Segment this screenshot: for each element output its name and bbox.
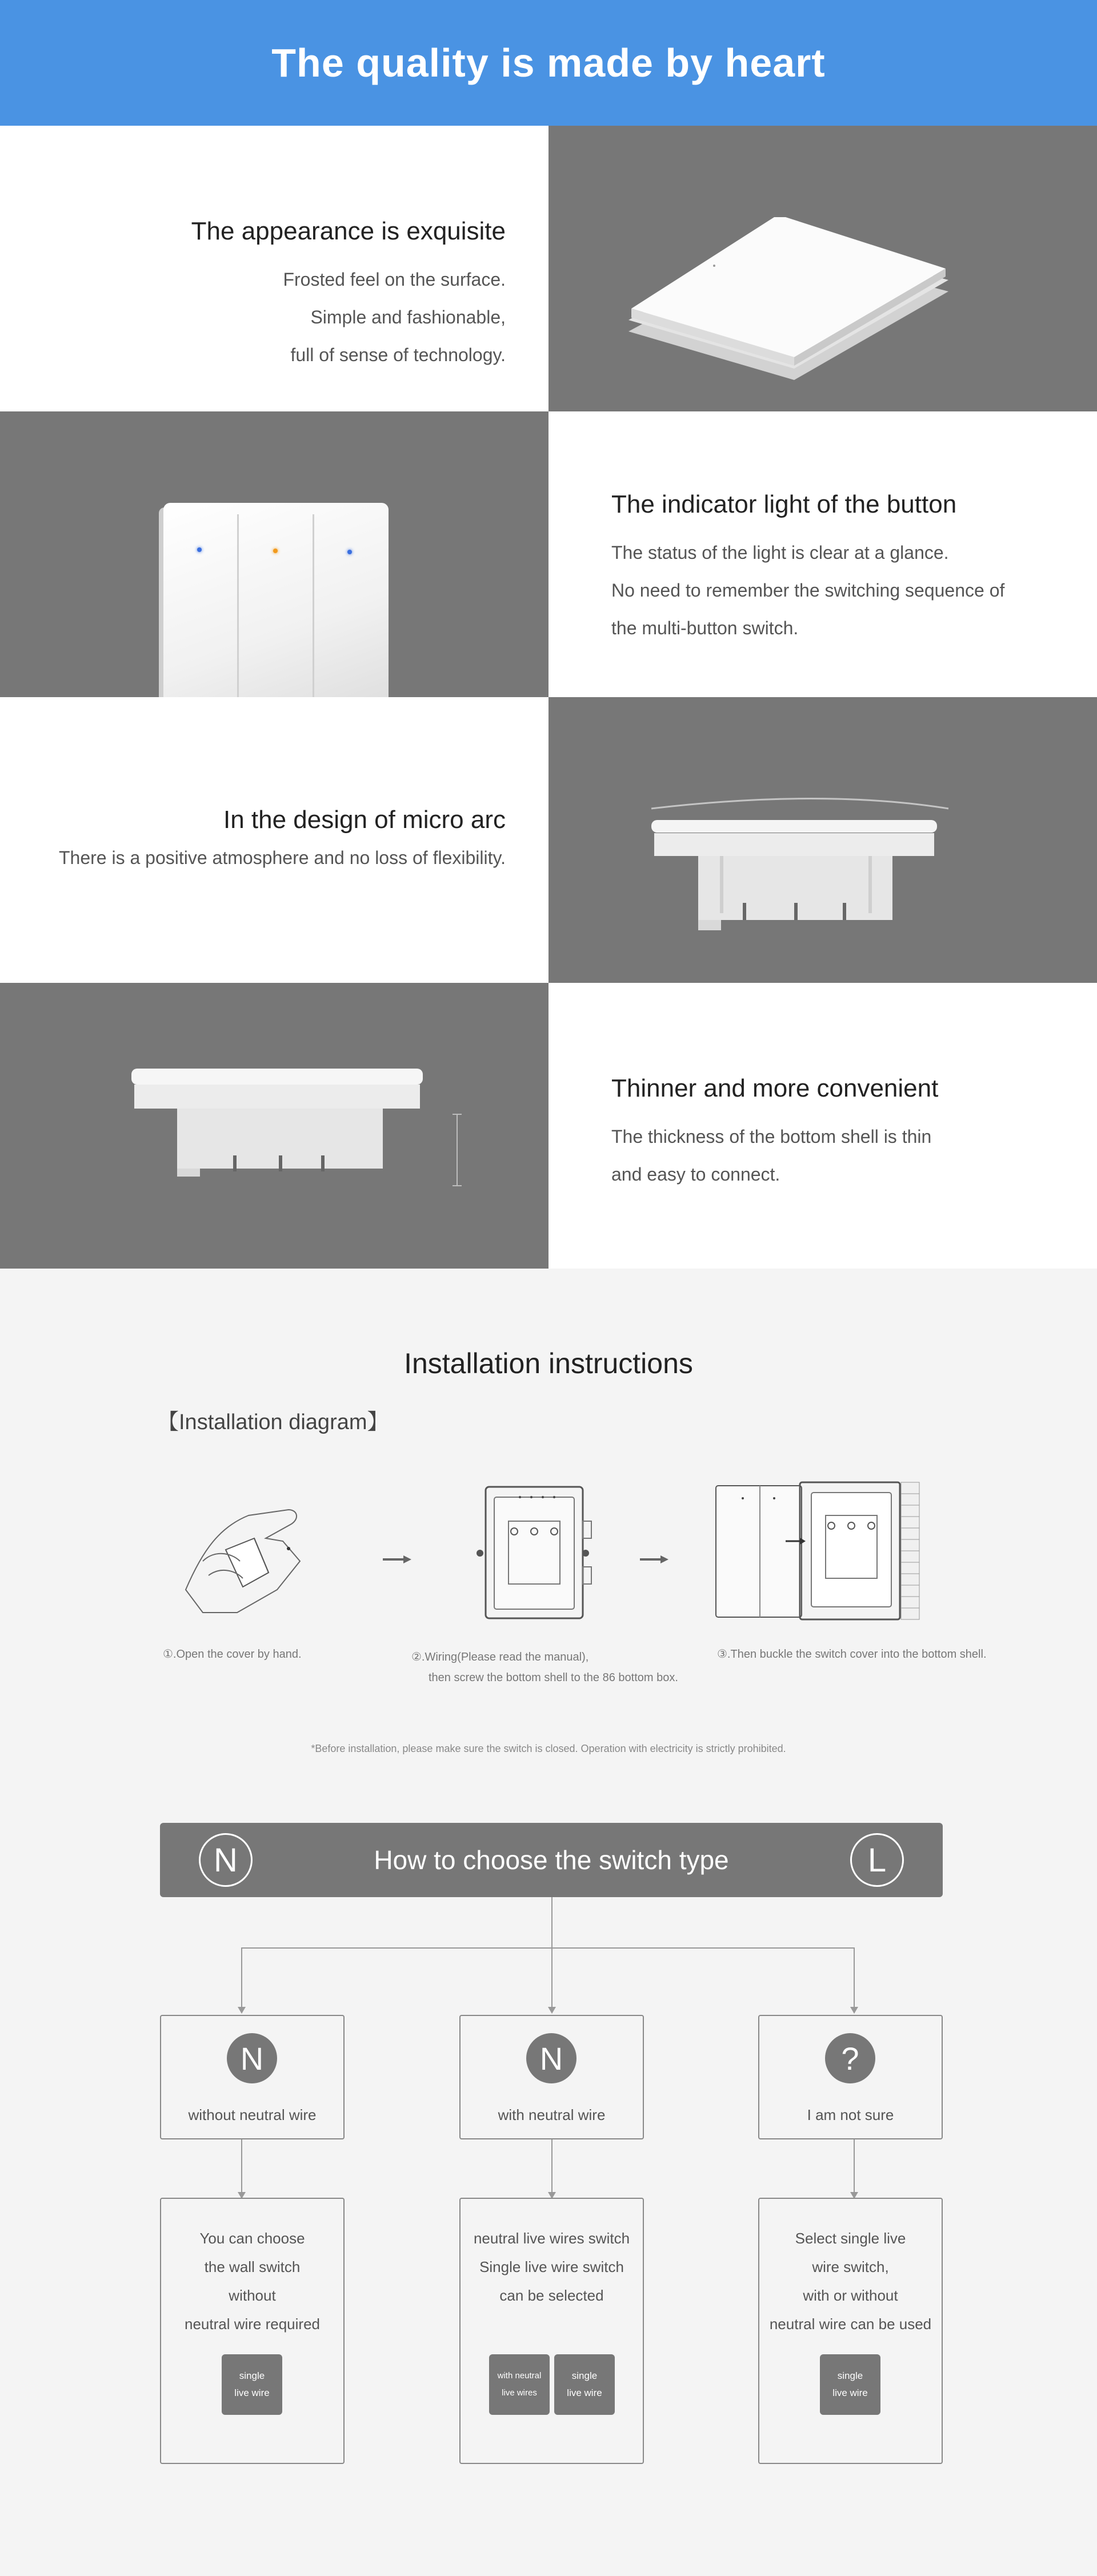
switch-photo-angled: [548, 126, 1097, 411]
result-text: [759, 2224, 942, 2338]
result-text: [161, 2224, 343, 2338]
option-not-sure: [758, 2015, 943, 2139]
step-caption-2: [411, 1647, 678, 1688]
question-mark-icon: ?: [825, 2033, 875, 2083]
connector-line: [551, 2139, 552, 2192]
result-line: neutral live wires switch: [473, 2230, 630, 2247]
result-line: with or without: [803, 2287, 898, 2304]
single-live-wire-tag: single live wire: [820, 2354, 880, 2415]
caption-line: then screw the bottom shell to the 86 bottom box.: [429, 1671, 678, 1684]
connector-line: [551, 1947, 552, 2007]
feature-line: Simple and fashionable,: [310, 307, 506, 327]
feature-line: There is a positive atmosphere and no loss of flexibility.: [58, 847, 506, 868]
feature-row-micro-arc: [0, 697, 1097, 983]
result-line: the wall switch: [204, 2258, 301, 2275]
caption-line: ①.Open the cover by hand.: [163, 1648, 302, 1661]
installation-title: Installation instructions: [404, 1347, 693, 1379]
option-label: I am not sure: [807, 2106, 894, 2123]
angled-switch-illustration: [548, 126, 1097, 411]
feature-line: the multi-button switch.: [611, 618, 799, 638]
installation-diagram-label: 【Installation diagram】: [157, 1410, 389, 1434]
wiring-bottom-shell-illustration: [469, 1481, 594, 1630]
hero-banner: [0, 0, 1097, 126]
arrow-right-icon: [640, 1555, 668, 1563]
feature-line: and easy to connect.: [611, 1164, 780, 1185]
switch-type-title: How to choose the switch type: [374, 1845, 729, 1875]
result-without-neutral: [160, 2198, 345, 2464]
result-line: neutral wire can be used: [769, 2315, 932, 2333]
hand-open-cover-illustration: [169, 1475, 329, 1624]
neutral-live-wires-tag: with neutral live wires: [489, 2354, 550, 2415]
connector-line: [241, 1947, 242, 2007]
blue-indicator-light: [197, 547, 202, 552]
feature-title: Thinner and more convenient: [611, 1074, 939, 1102]
option-without-neutral: [160, 2015, 345, 2139]
feature-title: In the design of micro arc: [223, 806, 506, 834]
feature-line: No need to remember the switching sequence of: [611, 580, 1005, 601]
option-label: without neutral wire: [188, 2106, 317, 2123]
arrow-right-icon: [383, 1555, 411, 1563]
result-not-sure: [758, 2198, 943, 2464]
feature-text-panel: [548, 411, 1097, 697]
side-switch-arc-illustration: [548, 697, 1097, 983]
caption-line: ③.Then buckle the switch cover into the bottom shell.: [717, 1648, 987, 1661]
feature-row-appearance: [0, 126, 1097, 411]
arrow-down-icon: [548, 2007, 556, 2014]
switch-type-header: [160, 1823, 943, 1897]
neutral-n-icon: N: [526, 2033, 576, 2083]
installation-section: [0, 1270, 1097, 1784]
connector-line: [241, 1947, 855, 1949]
orange-indicator-light: [273, 549, 278, 553]
arrow-down-icon: [238, 2007, 246, 2014]
switch-photo-three-gang: [0, 411, 548, 697]
result-line: wire switch,: [812, 2258, 889, 2275]
feature-title: The indicator light of the button: [611, 490, 957, 518]
feature-line: Frosted feel on the surface.: [283, 269, 506, 290]
feature-line: full of sense of technology.: [290, 345, 506, 365]
hero-title: The quality is made by heart: [271, 41, 826, 85]
arrow-down-icon: [850, 2007, 858, 2014]
connector-line: [241, 2139, 242, 2192]
connector-line: [854, 1947, 855, 2007]
result-line: neutral wire required: [184, 2315, 320, 2333]
blue-indicator-light: [347, 550, 352, 554]
three-gang-switch: [163, 503, 389, 697]
option-with-neutral: [459, 2015, 644, 2139]
result-line: You can choose: [199, 2230, 305, 2247]
caption-line: ②.Wiring(Please read the manual),: [411, 1651, 589, 1663]
result-line: Select single live: [795, 2230, 906, 2247]
buckle-cover-illustration: [711, 1475, 923, 1624]
feature-line: The status of the light is clear at a glance.: [611, 542, 949, 563]
feature-row-thinner: [0, 983, 1097, 1269]
switch-photo-thin-shell: [0, 983, 548, 1269]
option-label: with neutral wire: [498, 2106, 606, 2123]
result-line: can be selected: [499, 2287, 604, 2304]
result-line: without: [229, 2287, 276, 2304]
feature-text-panel: [0, 697, 548, 983]
connector-line: [854, 2139, 855, 2192]
switch-photo-side-arc: [548, 697, 1097, 983]
step-caption-3: [717, 1644, 987, 1665]
neutral-n-icon: N: [199, 1833, 253, 1887]
neutral-n-icon: N: [227, 2033, 277, 2083]
result-line: Single live wire switch: [479, 2258, 624, 2275]
thin-shell-illustration: [0, 983, 548, 1269]
connector-line: [551, 1897, 552, 1949]
feature-title: The appearance is exquisite: [191, 217, 506, 245]
single-live-wire-tag: single live wire: [222, 2354, 282, 2415]
installation-warning: *Before installation, please make sure the switch is closed. Operation with electricity is strictly prohibited.: [311, 1743, 786, 1754]
result-text: [461, 2224, 643, 2310]
single-live-wire-tag: single live wire: [554, 2354, 615, 2415]
feature-text-panel: [0, 126, 548, 411]
live-l-icon: L: [850, 1833, 904, 1887]
feature-line: The thickness of the bottom shell is thin: [611, 1126, 932, 1147]
feature-row-indicator: [0, 411, 1097, 697]
feature-text-panel: [548, 983, 1097, 1269]
result-with-neutral: [459, 2198, 644, 2464]
step-caption-1: [163, 1644, 302, 1665]
